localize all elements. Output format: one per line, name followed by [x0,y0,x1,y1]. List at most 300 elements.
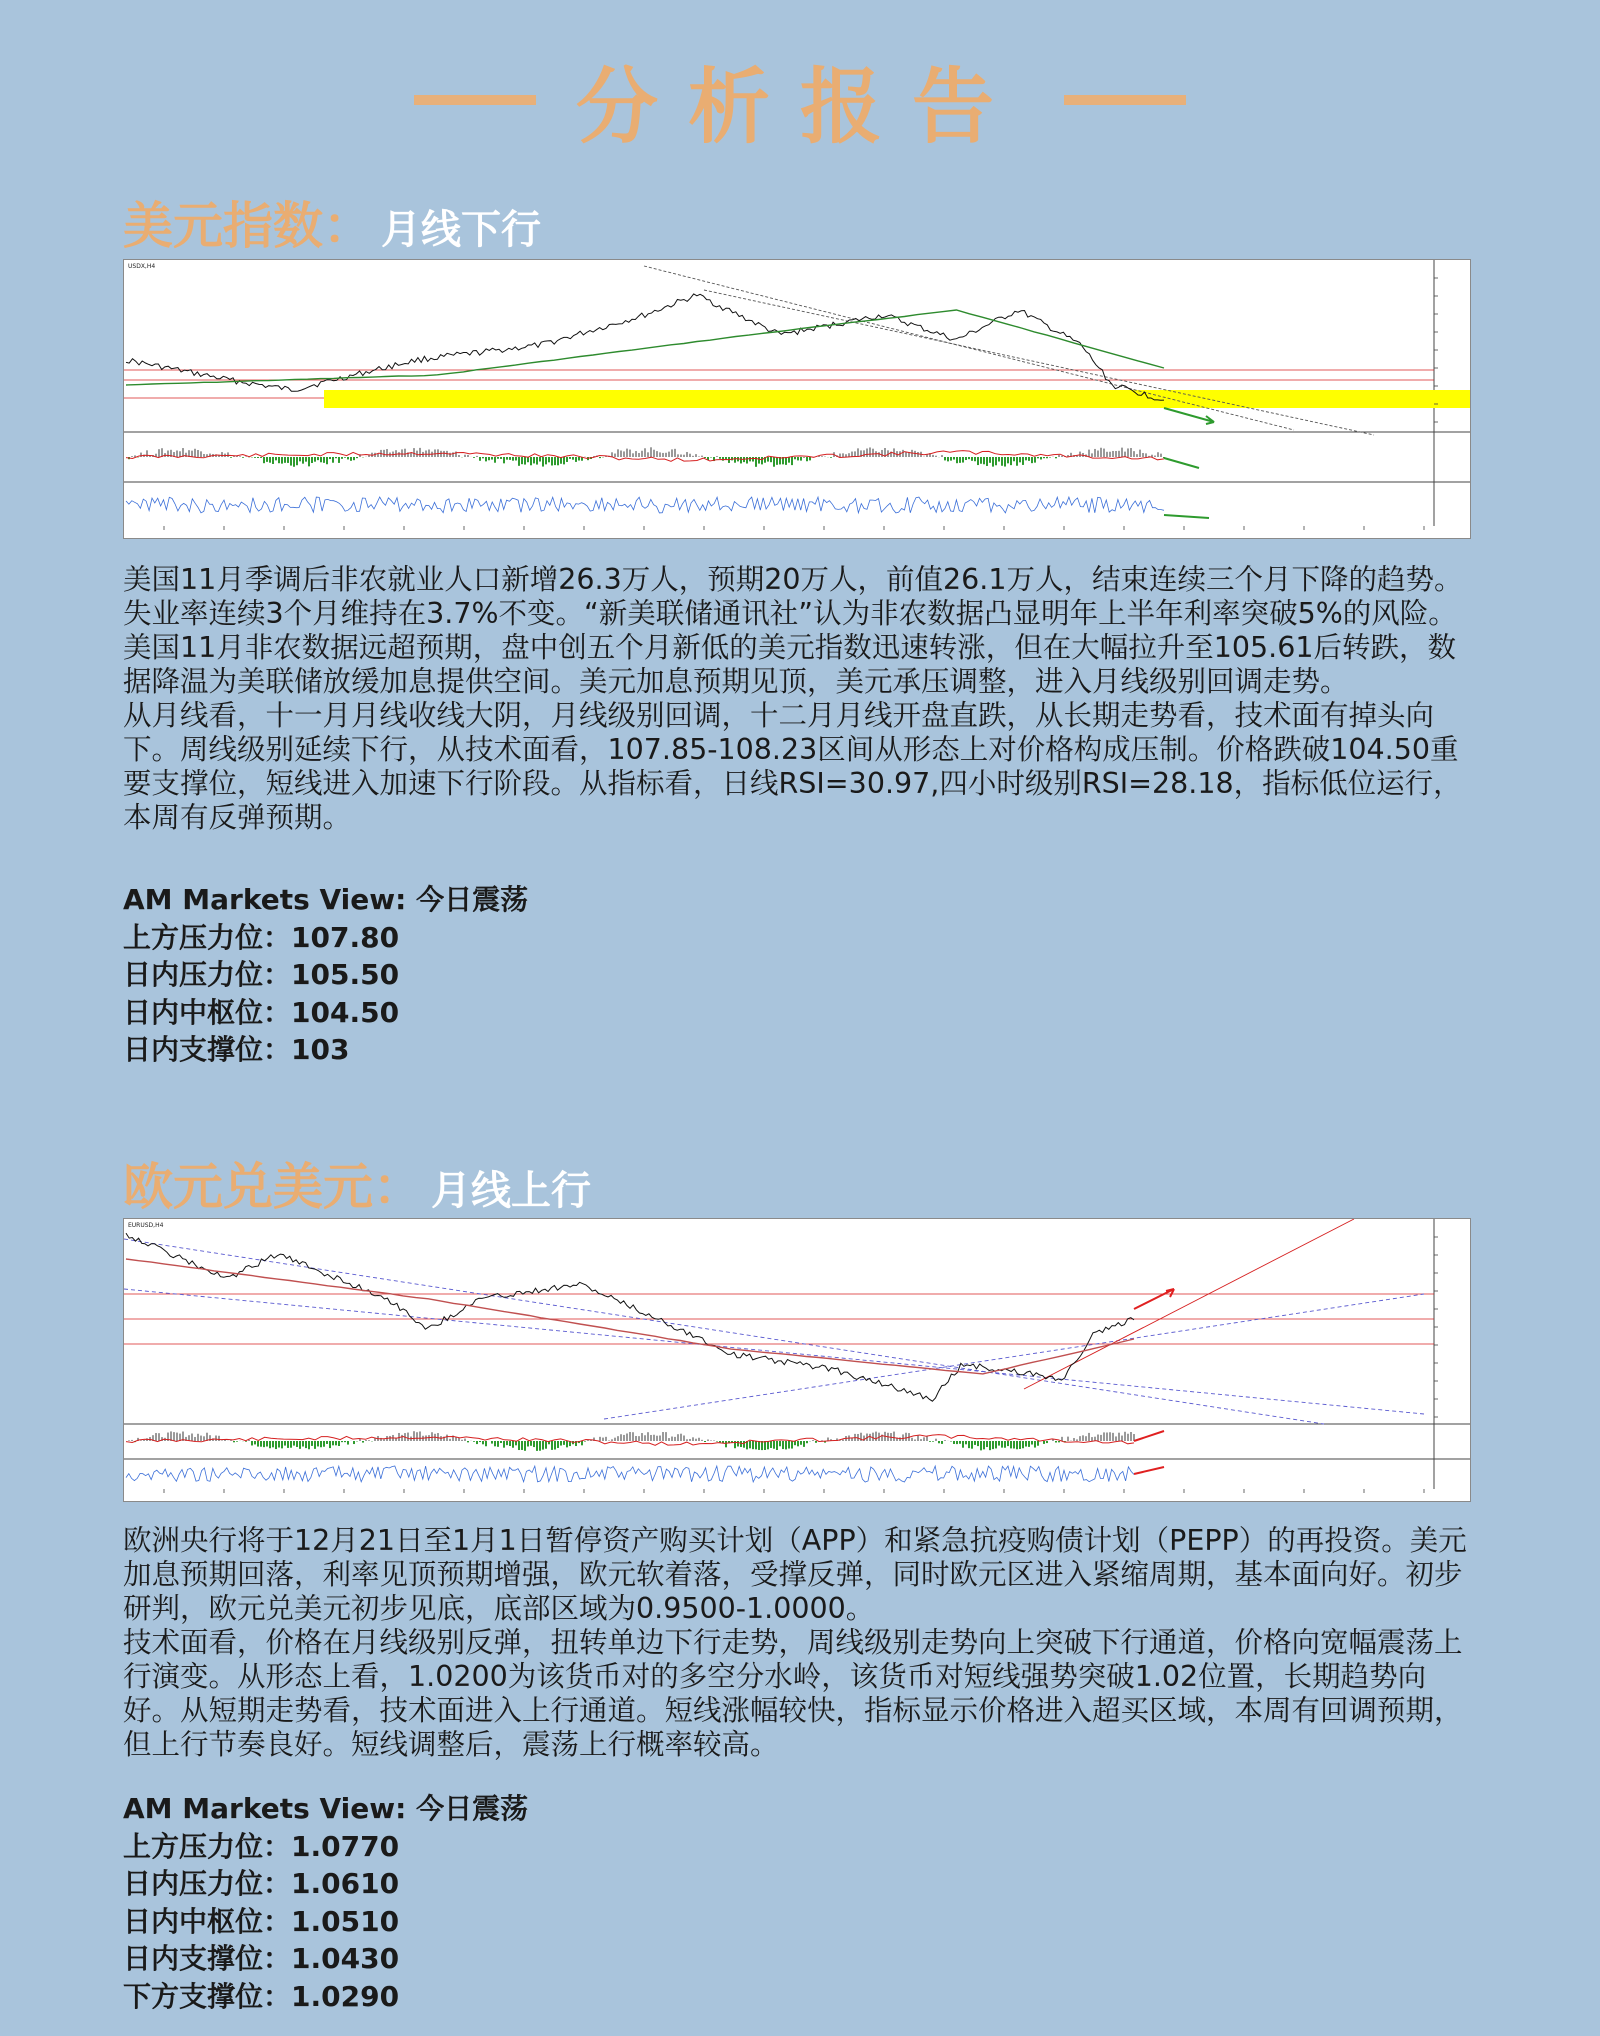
macd-bar [542,1441,544,1450]
macd-bar [431,1432,433,1441]
macd-bar [254,457,256,458]
macd-bar [1010,1441,1012,1448]
macd-bar [476,456,478,457]
macd-bar [524,1441,526,1451]
macd-bar [314,457,316,462]
report-title: 分析报告 [575,59,1024,155]
macd-bar [920,1439,922,1441]
section-heading-eurusd [123,1147,591,1219]
macd-bar [500,457,502,459]
macd-bar [1106,1433,1108,1441]
macd-bar [932,455,934,457]
macd-bar [791,1441,793,1449]
macd-bar [1142,453,1144,457]
macd-bar [1058,455,1060,457]
macd-bar [974,1441,976,1445]
macd-bar [509,1441,511,1446]
macd-bar [1037,1441,1039,1446]
macd-bar [356,457,358,458]
macd-bar [806,1441,808,1443]
macd-bar [641,451,643,457]
macd-bar [287,457,289,463]
macd-bar [704,1441,706,1442]
macd-bar [338,1441,340,1446]
macd-bar [314,1441,316,1449]
section-title: 美元指数： [123,197,373,255]
macd-bar [539,457,541,461]
macd-bar [1085,1436,1087,1441]
macd-bar [614,454,616,457]
macd-bar [674,449,676,457]
macd-bar [158,449,160,457]
macd-bar [383,450,385,457]
macd-bar [1043,1441,1045,1444]
macd-bar [506,457,508,460]
macd-bar [293,1441,295,1446]
macd-bar [332,457,334,463]
macd-bar [677,454,679,457]
macd-bar [269,457,271,463]
macd-bar [959,457,961,463]
macd-bar [749,1441,751,1448]
moving-average [126,310,1164,385]
macd-bar [680,454,682,457]
macd-bar [1154,456,1156,457]
macd-bar [1127,448,1129,457]
macd-bar [554,457,556,465]
macd-bar [617,1436,619,1441]
macd-bar [512,1441,514,1448]
macd-bar [548,457,550,462]
macd-bar [794,457,796,459]
macd-bar [542,457,544,467]
macd-bar [215,1435,217,1441]
macd-bar [401,449,403,457]
macd-bar [569,457,571,459]
macd-bar [1004,1441,1006,1448]
macd-bar [320,457,322,462]
macd-bar [659,452,661,457]
macd-bar [566,457,568,462]
eurusd-market-view [123,1790,528,2015]
macd-bar [302,1441,304,1447]
macd-bar [587,1440,589,1441]
macd-bar [341,1441,343,1442]
macd-bar [533,457,535,463]
macd-bar [467,1441,469,1442]
macd-bar [281,457,283,464]
macd-bar [1001,457,1003,466]
section-title: 欧元兑美元： [123,1158,423,1216]
macd-bar [1100,1435,1102,1441]
macd-bar [1031,457,1033,463]
macd-bar [635,1436,637,1441]
macd-bar [809,457,811,460]
macd-bar [359,1439,361,1441]
macd-bar [146,450,148,457]
macd-bar [545,457,547,464]
macd-bar [680,1434,682,1441]
macd-bar [1016,457,1018,466]
macd-bar [926,1436,928,1441]
title-decor-line-right [1064,95,1186,105]
macd-bar [1028,457,1030,461]
macd-bar [218,1436,220,1441]
macd-bar [998,457,1000,462]
macd-bar [686,452,688,457]
macd-bar [260,457,262,458]
title-decor-line-left [414,95,536,105]
macd-bar [953,1441,955,1444]
macd-bar [1031,1441,1033,1445]
macd-bar [1055,1441,1057,1442]
macd-bar [428,449,430,457]
macd-bar [263,1441,265,1447]
level-row: 日内中枢位：104.50 [123,995,400,1029]
macd-bar [719,1441,721,1442]
trend-line [604,1294,1424,1419]
macd-bar [1019,457,1021,462]
macd-bar [788,457,790,463]
macd-bar [197,450,199,457]
macd-bar [644,448,646,457]
macd-bar [704,457,706,458]
macd-bar [290,1441,292,1448]
macd-bar [935,456,937,457]
macd-bar [968,1441,970,1448]
macd-bar [335,457,337,458]
macd-bar [905,1433,907,1441]
macd-bar [653,1435,655,1441]
macd-bar [509,457,511,460]
macd-bar [842,1440,844,1441]
macd-bar [662,453,664,457]
moving-average [126,1259,1134,1374]
macd-bar [773,1441,775,1449]
macd-bar [785,457,787,465]
macd-bar [1115,1436,1117,1441]
macd-bar [488,457,490,460]
macd-bar [1019,1441,1021,1449]
macd-bar [191,451,193,457]
macd-bar [1157,452,1159,457]
macd-bar [989,457,991,463]
macd-bar [902,450,904,457]
macd-bar [491,457,493,460]
macd-bar [944,457,946,460]
macd-bar [1046,457,1048,458]
macd-bar [440,451,442,457]
macd-bar [971,457,973,461]
macd-bar [263,457,265,463]
level-row: 上方压力位：1.0770 [123,1829,400,1863]
trend-line [124,1239,1324,1424]
macd-bar [410,453,412,457]
macd-bar [668,452,670,457]
macd-bar [830,457,832,458]
macd-bar [266,1441,268,1447]
macd-bar [911,1438,913,1441]
macd-bar [1013,1441,1015,1448]
macd-bar [1124,1432,1126,1441]
macd-bar [626,1433,628,1441]
macd-bar [1061,1437,1063,1441]
view-title: AM Markets View: 今日震荡 [123,883,529,916]
macd-bar [671,1437,673,1441]
macd-bar [1136,454,1138,457]
macd-bar [278,1441,280,1447]
macd-bar [914,1439,916,1441]
macd-bar [326,457,328,464]
macd-bar [260,1441,262,1447]
macd-bar [647,452,649,457]
macd-bar [878,452,880,457]
macd-bar [530,457,532,465]
eurusd-chart-svg [124,1219,1470,1501]
macd-bar [176,450,178,457]
macd-bar [332,1441,334,1445]
macd-bar [929,1441,931,1442]
macd-bar [701,456,703,457]
macd-bar [770,1441,772,1448]
macd-bar [341,457,343,459]
macd-bar [635,451,637,457]
macd-bar [293,457,295,467]
macd-bar [173,1432,175,1441]
macd-bar [1118,451,1120,457]
macd-bar [956,457,958,463]
macd-bar [329,1441,331,1448]
macd-bar [866,448,868,457]
macd-bar [551,457,553,465]
macd-bar [905,452,907,457]
macd-bar [740,457,742,463]
price-series [126,294,1164,400]
macd-bar [1016,1441,1018,1449]
macd-bar [1037,457,1039,458]
macd-bar [296,1441,298,1447]
macd-bar [251,1441,253,1445]
macd-bar [923,1437,925,1441]
macd-bar [479,1441,481,1442]
usdx-chart-svg [124,260,1470,538]
macd-bar [965,1441,967,1444]
macd-bar [788,1441,790,1449]
macd-bar [983,457,985,464]
macd-bar [776,457,778,465]
macd-bar [239,456,241,457]
macd-bar [650,1435,652,1441]
macd-bar [1109,452,1111,457]
macd-bar [1007,457,1009,463]
macd-bar [983,1441,985,1449]
macd-bar [572,457,574,460]
macd-bar [308,1441,310,1449]
macd-bar [980,1441,982,1450]
macd-bar [629,1432,631,1441]
macd-bar [527,457,529,462]
macd-bar [839,454,841,457]
macd-bar [722,457,724,461]
macd-bar [1130,1432,1132,1441]
macd-bar [734,457,736,463]
macd-bar [1094,449,1096,457]
macd-bar [956,1441,958,1444]
eurusd-chart-image [123,1218,1471,1502]
macd-bar [1061,456,1063,457]
projection-arrow [1134,1467,1164,1474]
macd-bar [764,1441,766,1450]
macd-bar [599,457,601,458]
macd-bar [1001,1441,1003,1448]
macd-bar [305,1441,307,1448]
paragraph: 技术面看，价格在月线级别反弹，扭转单边下行走势，周线级别走势向上突破下行通道，价格向宽幅震荡上行演变。从形态上看，1.0200为该货币对的多空分水岭，该货币对短线强势突破1.02位置，长期趋势向好。从短期走势看，技术面进入上行通道。短线涨幅较快，指标显示价格进入超买区域，本周有回调预期，但上行节奏良好。短线调整后，震荡上行概率较高。 [123,1626,1463,1761]
macd-bar [950,457,952,461]
macd-bar [155,1433,157,1441]
macd-bar [1112,451,1114,457]
macd-bar [941,1441,943,1444]
macd-bar [158,1433,160,1441]
level-row: 日内压力位：105.50 [123,958,400,991]
macd-bar [353,1441,355,1444]
macd-bar [1088,1433,1090,1441]
macd-bar [1160,454,1162,457]
macd-bar [755,1441,757,1449]
macd-bar [602,1438,604,1441]
macd-bar [692,456,694,457]
macd-bar [629,450,631,457]
macd-bar [944,1440,946,1441]
macd-bar [347,457,349,459]
macd-bar [962,1441,964,1448]
macd-bar [329,457,331,459]
macd-bar [668,1438,670,1441]
macd-bar [758,1441,760,1450]
macd-bar [503,1441,505,1448]
macd-bar [272,1441,274,1447]
macd-bar [131,456,133,457]
macd-bar [659,1435,661,1441]
macd-bar [962,457,964,463]
macd-bar [347,1441,349,1445]
level-row: 日内支撑位：1.0430 [123,1942,400,1975]
macd-bar [917,1436,919,1441]
trend-line [704,290,1374,435]
macd-bar [779,1441,781,1446]
macd-bar [620,451,622,457]
macd-bar [194,1437,196,1441]
macd-bar [1058,1441,1060,1442]
macd-bar [413,448,415,457]
macd-bar [935,1439,937,1441]
macd-bar [419,1431,421,1441]
macd-bar [995,457,997,465]
macd-bar [977,457,979,465]
macd-bar [953,457,955,460]
macd-bar [872,449,874,457]
macd-bar [521,1441,523,1450]
macd-bar [632,1432,634,1441]
macd-bar [176,1433,178,1441]
macd-bar [497,457,499,459]
macd-bar [695,454,697,457]
macd-bar [1100,448,1102,457]
macd-bar [521,457,523,464]
section-subtitle: 月线下行 [381,207,541,253]
macd-bar [500,1441,502,1443]
macd-bar [686,1439,688,1441]
macd-bar [656,451,658,457]
section-heading-usdx [123,186,541,258]
macd-bar [1118,1433,1120,1441]
macd-bar [254,1441,256,1444]
macd-bar [1025,457,1027,460]
macd-bar [653,450,655,457]
macd-bar [539,1441,541,1451]
macd-bar [563,1441,565,1445]
macd-bar [272,457,274,464]
macd-bar [1103,449,1105,457]
macd-bar [710,1440,712,1441]
macd-bar [200,1436,202,1441]
rsi-series [126,497,1164,513]
macd-bar [290,457,292,466]
macd-bar [1010,457,1012,465]
macd-bar [881,450,883,457]
macd-bar [233,1441,235,1442]
macd-bar [257,457,259,458]
macd-bar [917,452,919,457]
macd-bar [494,457,496,463]
macd-bar [257,1441,259,1447]
macd-bar [317,457,319,460]
macd-bar [986,457,988,466]
macd-bar [692,1437,694,1441]
macd-bar [386,449,388,457]
macd-bar [623,1435,625,1441]
macd-bar [1055,457,1057,458]
macd-bar [761,457,763,464]
macd-bar [857,448,859,457]
paragraph: 从月线看，十一月月线收线大阴，月线级别回调，十二月月线开盘直跌，从长期走势看，技术面有掉头向下。周线级别延续下行，从技术面看，107.85-108.23区间从形态上对价格构成压制。价格跌破104.50重要支撑位，短线进入加速下行阶段。从指标看，日线RSI=30.97,四小时级别RSI=28.18，指标低位运行，本周有反弹预期。 [123,699,1462,834]
macd-bar [278,457,280,463]
macd-bar [1103,1432,1105,1441]
macd-bar [242,457,244,458]
macd-bar [284,1441,286,1446]
macd-bar [506,1441,508,1445]
macd-bar [1082,1435,1084,1441]
macd-bar [533,1441,535,1447]
macd-bar [131,1440,133,1441]
macd-bar [1073,1438,1075,1441]
projection-arrow [1164,458,1199,468]
usdx-market-view [123,881,528,1069]
macd-bar [1088,450,1090,457]
macd-bar [893,1432,895,1441]
projection-arrow [1164,515,1209,518]
eurusd-analysis-text [123,1524,1483,1762]
macd-bar [398,452,400,457]
rsi-series [126,1466,1134,1482]
macd-bar [143,1440,145,1441]
macd-bar [719,457,721,459]
macd-bar [1121,1436,1123,1441]
macd-bar [1091,1437,1093,1441]
projection-arrow [1164,408,1214,424]
macd-bar [1049,457,1051,458]
macd-bar [299,1441,301,1449]
macd-bar [458,455,460,457]
